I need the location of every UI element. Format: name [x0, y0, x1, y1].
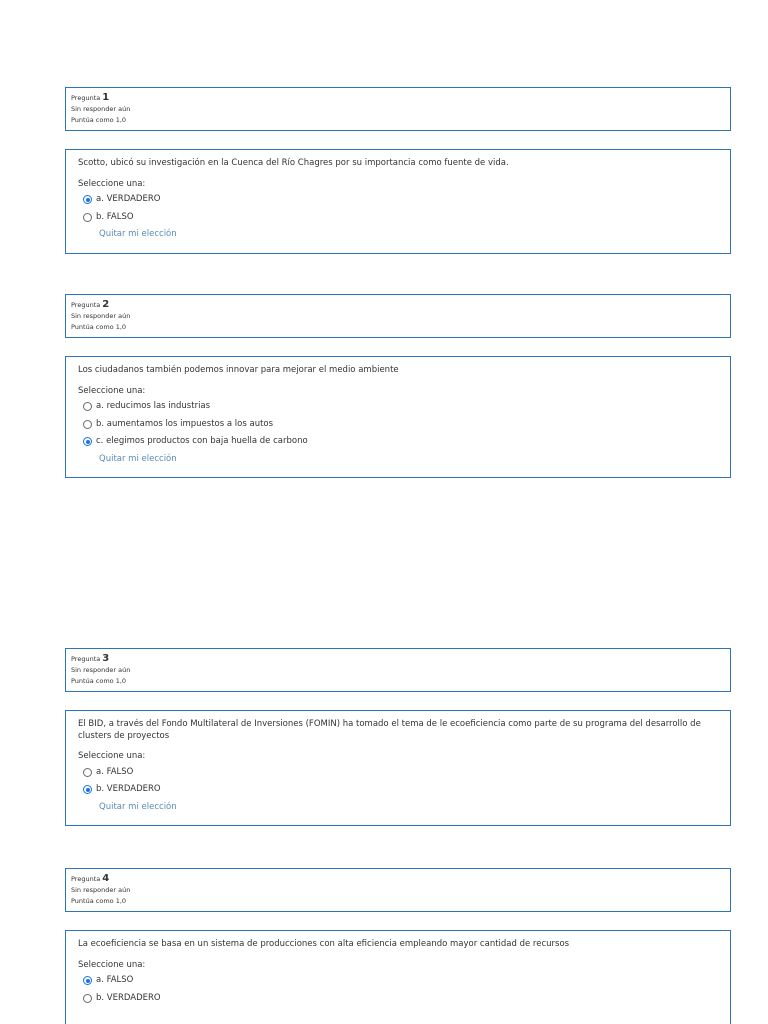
answer-label[interactable]: a. FALSO [96, 766, 134, 777]
clear-choice-link[interactable]: Quitar mi elección [99, 229, 177, 239]
question-heading [71, 299, 725, 311]
question-1 [65, 87, 731, 254]
clear-choice-link[interactable]: Quitar mi elección [99, 801, 177, 812]
select-prompt: Seleccione una: [78, 178, 146, 189]
question-label: Pregunta [71, 301, 101, 309]
question-points: Puntúa como 1,0 [71, 323, 127, 331]
question-heading [71, 653, 725, 665]
answer-option[interactable] [78, 764, 718, 782]
answer-option[interactable] [78, 416, 718, 434]
question-label: Pregunta [71, 655, 101, 663]
answer-option[interactable] [78, 398, 718, 416]
question-info [65, 294, 731, 338]
question-info [65, 648, 731, 692]
radio-button[interactable] [83, 420, 92, 429]
answer-option[interactable] [78, 781, 718, 799]
radio-button[interactable] [83, 768, 92, 777]
radio-button[interactable] [83, 976, 92, 985]
question-4 [65, 868, 731, 1024]
question-content [65, 710, 731, 826]
answer-option[interactable] [78, 990, 718, 1008]
clear-choice-link[interactable]: Quitar mi elección [99, 453, 177, 464]
select-prompt: Seleccione una: [78, 385, 146, 396]
question-status: Sin responder aún [71, 886, 131, 894]
radio-button[interactable] [83, 402, 92, 411]
question-3 [65, 648, 731, 826]
question-points: Puntúa como 1,0 [71, 116, 127, 124]
answer-label[interactable]: b. aumentamos los impuestos a los autos [96, 418, 274, 429]
question-number: 3 [102, 653, 110, 664]
question-info [65, 87, 731, 131]
question-heading [71, 873, 725, 885]
answer-label[interactable]: b. VERDADERO [96, 784, 161, 794]
question-status: Sin responder aún [71, 312, 131, 320]
answer-option[interactable] [78, 433, 718, 451]
question-status: Sin responder aún [71, 666, 131, 674]
answer-label[interactable]: c. elegimos productos con baja huella de carbono [96, 436, 308, 446]
radio-button[interactable] [83, 994, 92, 1003]
question-content [65, 149, 731, 254]
question-heading [71, 92, 725, 104]
answer-label[interactable]: b. FALSO [96, 211, 134, 222]
question-label: Pregunta [71, 94, 101, 102]
question-content [65, 356, 731, 478]
question-content [65, 930, 731, 1024]
question-points: Puntúa como 1,0 [71, 677, 127, 685]
question-number: 1 [102, 92, 110, 103]
answer-label[interactable]: a. reducimos las industrias [96, 401, 211, 411]
question-status: Sin responder aún [71, 105, 131, 113]
question-2 [65, 294, 731, 478]
radio-button[interactable] [83, 195, 92, 204]
answer-option[interactable] [78, 972, 718, 990]
question-text: Scotto, ubicó su investigación en la Cuenca del Río Chagres por su importancia como fuente de vida. [78, 158, 509, 168]
answer-label[interactable]: a. FALSO [96, 975, 134, 985]
question-text: La ecoeficiencia se basa en un sistema de producciones con alta eficiencia empleando mayor cantidad de recursos [78, 939, 570, 949]
radio-button[interactable] [83, 785, 92, 794]
answer-option[interactable] [78, 209, 718, 227]
question-number: 4 [102, 873, 110, 884]
question-points: Puntúa como 1,0 [71, 897, 127, 905]
answer-label[interactable]: b. VERDADERO [96, 992, 161, 1003]
question-number: 2 [102, 299, 110, 310]
answer-option[interactable] [78, 191, 718, 209]
select-prompt: Seleccione una: [78, 959, 146, 970]
answer-label[interactable]: a. VERDADERO [96, 194, 161, 204]
question-label: Pregunta [71, 875, 101, 883]
question-info [65, 868, 731, 912]
radio-button[interactable] [83, 213, 92, 222]
question-text: Los ciudadanos también podemos innovar para mejorar el medio ambiente [78, 365, 399, 375]
question-text: El BID, a través del Fondo Multilateral de Inversiones (FOMIN) ha tomado el tema de le ecoeficiencia como parte de su programa del desarrollo de clusters de proyectos [78, 719, 701, 741]
select-prompt: Seleccione una: [78, 751, 146, 761]
radio-button[interactable] [83, 437, 92, 446]
